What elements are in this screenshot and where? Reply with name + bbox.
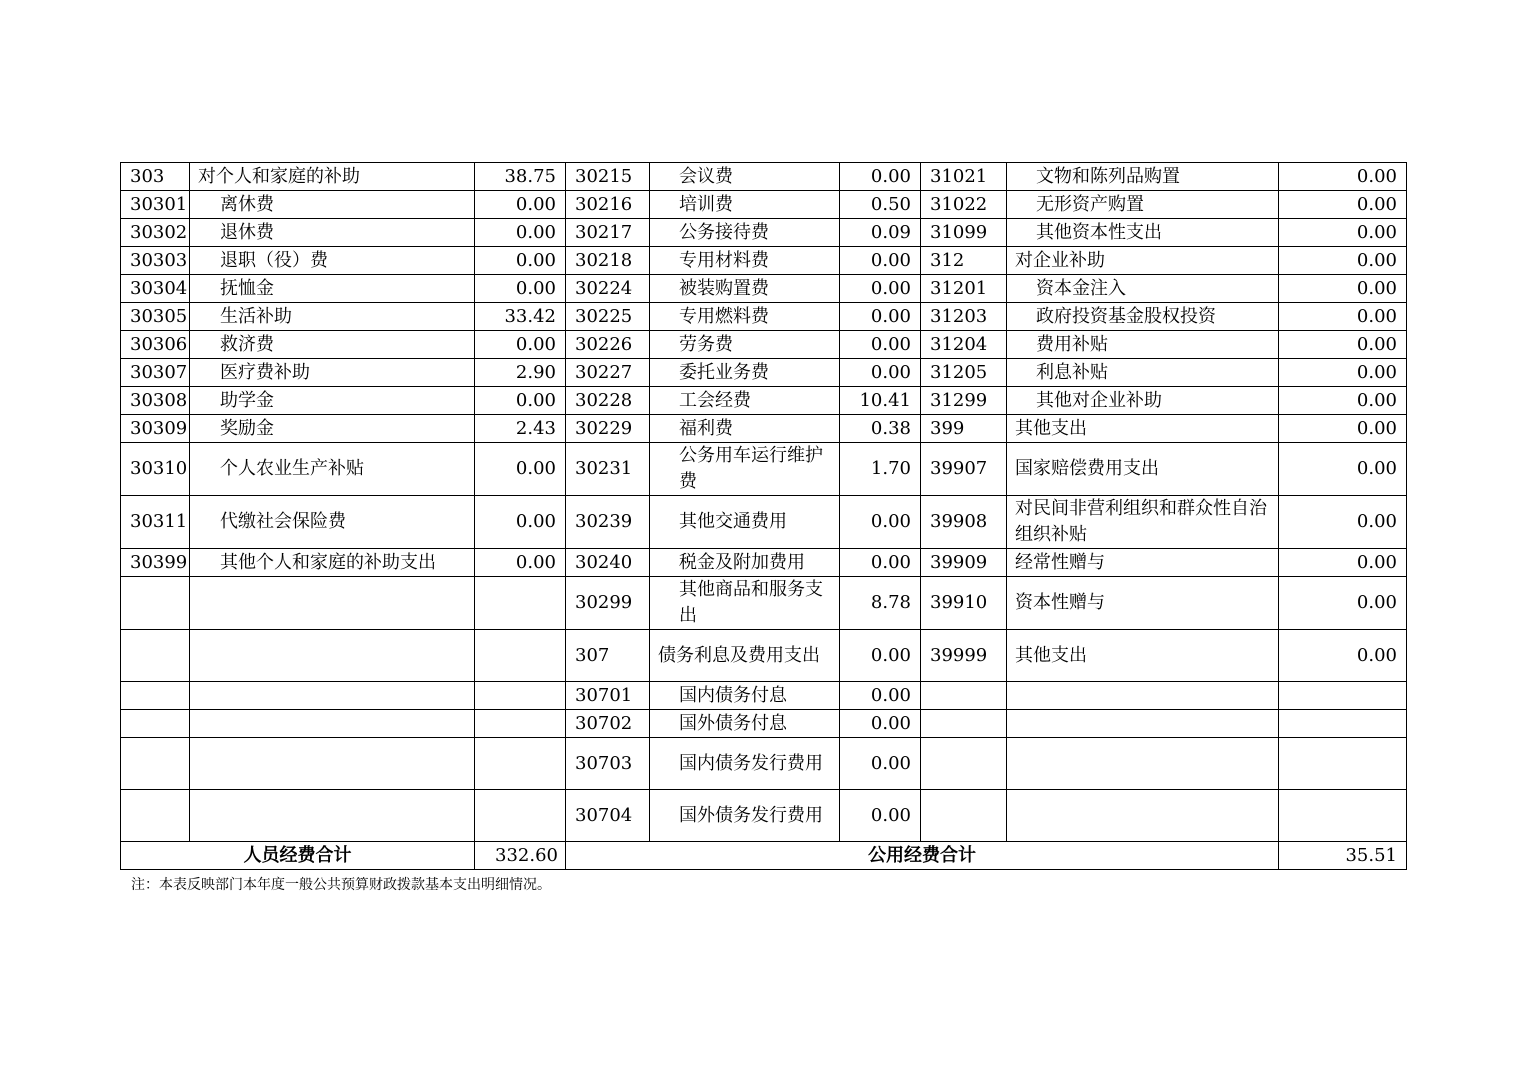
item-code bbox=[121, 738, 190, 790]
item-code: 30308 bbox=[121, 387, 190, 415]
item-amount: 0.00 bbox=[1279, 331, 1407, 359]
item-code: 39908 bbox=[921, 496, 1007, 549]
item-name: 工会经费 bbox=[650, 387, 840, 415]
item-code: 30224 bbox=[566, 275, 650, 303]
item-name: 利息补贴 bbox=[1007, 359, 1279, 387]
item-code: 307 bbox=[566, 630, 650, 682]
item-amount: 0.00 bbox=[840, 359, 921, 387]
item-amount bbox=[1279, 682, 1407, 710]
item-code: 30303 bbox=[121, 247, 190, 275]
item-code: 30302 bbox=[121, 219, 190, 247]
item-code: 30310 bbox=[121, 443, 190, 496]
item-code: 31204 bbox=[921, 331, 1007, 359]
item-name: 奖励金 bbox=[190, 415, 475, 443]
item-code: 31099 bbox=[921, 219, 1007, 247]
item-name: 福利费 bbox=[650, 415, 840, 443]
item-name: 个人农业生产补贴 bbox=[190, 443, 475, 496]
item-name bbox=[190, 682, 475, 710]
item-amount: 0.00 bbox=[475, 191, 566, 219]
item-name: 国内债务付息 bbox=[650, 682, 840, 710]
item-amount: 0.00 bbox=[475, 496, 566, 549]
item-amount: 0.38 bbox=[840, 415, 921, 443]
item-amount: 0.00 bbox=[840, 710, 921, 738]
item-name: 抚恤金 bbox=[190, 275, 475, 303]
public-total-value: 35.51 bbox=[1279, 842, 1407, 870]
public-total-label: 公用经费合计 bbox=[566, 842, 1279, 870]
item-amount: 1.70 bbox=[840, 443, 921, 496]
item-name: 助学金 bbox=[190, 387, 475, 415]
item-amount: 0.00 bbox=[1279, 387, 1407, 415]
item-name bbox=[190, 790, 475, 842]
item-code bbox=[921, 682, 1007, 710]
item-code: 30229 bbox=[566, 415, 650, 443]
table-row bbox=[121, 191, 1407, 219]
item-name: 国内债务发行费用 bbox=[650, 738, 840, 790]
item-amount: 0.00 bbox=[1279, 303, 1407, 331]
item-name bbox=[190, 630, 475, 682]
item-name: 其他个人和家庭的补助支出 bbox=[190, 549, 475, 577]
item-name: 债务利息及费用支出 bbox=[650, 630, 840, 682]
item-name: 政府投资基金股权投资 bbox=[1007, 303, 1279, 331]
table-row bbox=[121, 710, 1407, 738]
item-amount: 8.78 bbox=[840, 577, 921, 630]
item-name: 劳务费 bbox=[650, 331, 840, 359]
item-amount: 0.00 bbox=[1279, 549, 1407, 577]
item-amount: 0.00 bbox=[1279, 359, 1407, 387]
item-name bbox=[190, 710, 475, 738]
item-code bbox=[921, 710, 1007, 738]
item-amount: 0.00 bbox=[840, 303, 921, 331]
item-code: 30311 bbox=[121, 496, 190, 549]
item-amount: 0.00 bbox=[840, 682, 921, 710]
item-amount: 33.42 bbox=[475, 303, 566, 331]
item-amount bbox=[475, 577, 566, 630]
item-name bbox=[1007, 710, 1279, 738]
item-code: 30304 bbox=[121, 275, 190, 303]
item-name: 退职（役）费 bbox=[190, 247, 475, 275]
item-code: 31022 bbox=[921, 191, 1007, 219]
item-code bbox=[121, 630, 190, 682]
item-amount bbox=[1279, 710, 1407, 738]
item-code: 30240 bbox=[566, 549, 650, 577]
item-name: 其他支出 bbox=[1007, 630, 1279, 682]
item-code: 31201 bbox=[921, 275, 1007, 303]
table-body bbox=[121, 163, 1407, 842]
item-name: 医疗费补助 bbox=[190, 359, 475, 387]
item-code: 30215 bbox=[566, 163, 650, 191]
item-amount bbox=[475, 738, 566, 790]
item-name: 专用燃料费 bbox=[650, 303, 840, 331]
item-code: 30702 bbox=[566, 710, 650, 738]
item-name: 资本金注入 bbox=[1007, 275, 1279, 303]
table-row bbox=[121, 219, 1407, 247]
item-amount: 0.00 bbox=[475, 275, 566, 303]
item-name: 生活补助 bbox=[190, 303, 475, 331]
item-name: 对企业补助 bbox=[1007, 247, 1279, 275]
personnel-total-value: 332.60 bbox=[475, 842, 566, 870]
item-amount: 0.00 bbox=[1279, 191, 1407, 219]
item-code: 39910 bbox=[921, 577, 1007, 630]
item-code: 30217 bbox=[566, 219, 650, 247]
item-code: 30218 bbox=[566, 247, 650, 275]
item-code: 30703 bbox=[566, 738, 650, 790]
item-amount: 0.00 bbox=[1279, 247, 1407, 275]
item-code: 39909 bbox=[921, 549, 1007, 577]
item-amount: 0.00 bbox=[475, 443, 566, 496]
table-row bbox=[121, 790, 1407, 842]
item-code: 31203 bbox=[921, 303, 1007, 331]
expenditure-detail-table bbox=[120, 162, 1407, 870]
table-row bbox=[121, 415, 1407, 443]
item-amount: 0.09 bbox=[840, 219, 921, 247]
table-row bbox=[121, 359, 1407, 387]
item-name bbox=[1007, 682, 1279, 710]
item-amount: 2.43 bbox=[475, 415, 566, 443]
item-name: 其他对企业补助 bbox=[1007, 387, 1279, 415]
table-row bbox=[121, 682, 1407, 710]
item-amount: 0.00 bbox=[1279, 415, 1407, 443]
table-row bbox=[121, 577, 1407, 630]
item-name: 对民间非营利组织和群众性自治组织补贴 bbox=[1007, 496, 1279, 549]
item-amount: 0.00 bbox=[840, 549, 921, 577]
item-amount: 0.00 bbox=[475, 331, 566, 359]
item-amount: 0.00 bbox=[1279, 630, 1407, 682]
table-row bbox=[121, 738, 1407, 790]
item-code: 30309 bbox=[121, 415, 190, 443]
item-amount: 0.00 bbox=[475, 387, 566, 415]
item-code: 399 bbox=[921, 415, 1007, 443]
item-amount: 0.00 bbox=[840, 630, 921, 682]
item-amount: 0.00 bbox=[840, 738, 921, 790]
item-name: 国外债务发行费用 bbox=[650, 790, 840, 842]
item-name bbox=[190, 738, 475, 790]
item-name: 经常性赠与 bbox=[1007, 549, 1279, 577]
item-name: 离休费 bbox=[190, 191, 475, 219]
item-name: 国外债务付息 bbox=[650, 710, 840, 738]
item-name: 税金及附加费用 bbox=[650, 549, 840, 577]
item-amount: 0.00 bbox=[1279, 577, 1407, 630]
item-amount bbox=[1279, 738, 1407, 790]
table-row bbox=[121, 630, 1407, 682]
item-name: 会议费 bbox=[650, 163, 840, 191]
item-code: 30228 bbox=[566, 387, 650, 415]
item-amount: 0.00 bbox=[1279, 275, 1407, 303]
item-code bbox=[121, 682, 190, 710]
item-amount: 10.41 bbox=[840, 387, 921, 415]
item-amount: 0.00 bbox=[840, 790, 921, 842]
item-name: 救济费 bbox=[190, 331, 475, 359]
item-code: 39907 bbox=[921, 443, 1007, 496]
item-name: 其他交通费用 bbox=[650, 496, 840, 549]
item-name: 委托业务费 bbox=[650, 359, 840, 387]
table-row bbox=[121, 247, 1407, 275]
item-code: 30225 bbox=[566, 303, 650, 331]
item-code: 30305 bbox=[121, 303, 190, 331]
item-name: 其他支出 bbox=[1007, 415, 1279, 443]
item-code: 303 bbox=[121, 163, 190, 191]
item-name bbox=[1007, 790, 1279, 842]
item-code: 30399 bbox=[121, 549, 190, 577]
item-amount: 0.00 bbox=[475, 549, 566, 577]
item-name: 资本性赠与 bbox=[1007, 577, 1279, 630]
item-code bbox=[921, 790, 1007, 842]
item-amount: 0.00 bbox=[475, 219, 566, 247]
item-name: 国家赔偿费用支出 bbox=[1007, 443, 1279, 496]
item-code bbox=[121, 710, 190, 738]
item-code: 30226 bbox=[566, 331, 650, 359]
item-amount bbox=[475, 790, 566, 842]
item-code bbox=[121, 577, 190, 630]
item-name bbox=[1007, 738, 1279, 790]
item-name: 其他资本性支出 bbox=[1007, 219, 1279, 247]
item-amount: 0.00 bbox=[840, 163, 921, 191]
item-code: 30299 bbox=[566, 577, 650, 630]
item-code: 30227 bbox=[566, 359, 650, 387]
item-amount: 0.00 bbox=[1279, 219, 1407, 247]
item-amount: 0.00 bbox=[1279, 496, 1407, 549]
item-amount: 2.90 bbox=[475, 359, 566, 387]
item-code: 30704 bbox=[566, 790, 650, 842]
item-name: 公务用车运行维护费 bbox=[650, 443, 840, 496]
item-code: 30307 bbox=[121, 359, 190, 387]
item-amount: 38.75 bbox=[475, 163, 566, 191]
item-code: 39999 bbox=[921, 630, 1007, 682]
item-amount: 0.00 bbox=[840, 247, 921, 275]
item-code: 30239 bbox=[566, 496, 650, 549]
item-amount: 0.50 bbox=[840, 191, 921, 219]
item-code bbox=[921, 738, 1007, 790]
item-name: 代缴社会保险费 bbox=[190, 496, 475, 549]
item-amount bbox=[1279, 790, 1407, 842]
item-name: 公务接待费 bbox=[650, 219, 840, 247]
item-name: 费用补贴 bbox=[1007, 331, 1279, 359]
item-amount: 0.00 bbox=[1279, 443, 1407, 496]
footnote: 注：本表反映部门本年度一般公共预算财政拨款基本支出明细情况。 bbox=[131, 877, 551, 893]
personnel-total-label: 人员经费合计 bbox=[121, 842, 475, 870]
item-code: 30301 bbox=[121, 191, 190, 219]
item-code: 31299 bbox=[921, 387, 1007, 415]
table-row bbox=[121, 496, 1407, 549]
item-amount: 0.00 bbox=[840, 275, 921, 303]
item-name: 培训费 bbox=[650, 191, 840, 219]
table-row bbox=[121, 331, 1407, 359]
item-name: 专用材料费 bbox=[650, 247, 840, 275]
table-row bbox=[121, 163, 1407, 191]
table-row bbox=[121, 275, 1407, 303]
item-name bbox=[190, 577, 475, 630]
item-name: 文物和陈列品购置 bbox=[1007, 163, 1279, 191]
totals-row bbox=[121, 842, 1407, 870]
table-row bbox=[121, 387, 1407, 415]
item-amount bbox=[475, 682, 566, 710]
item-code: 30306 bbox=[121, 331, 190, 359]
table-row bbox=[121, 443, 1407, 496]
item-amount: 0.00 bbox=[840, 496, 921, 549]
table-row bbox=[121, 549, 1407, 577]
item-name: 对个人和家庭的补助 bbox=[190, 163, 475, 191]
item-code: 312 bbox=[921, 247, 1007, 275]
item-name: 其他商品和服务支出 bbox=[650, 577, 840, 630]
item-name: 无形资产购置 bbox=[1007, 191, 1279, 219]
item-name: 被装购置费 bbox=[650, 275, 840, 303]
item-code bbox=[121, 790, 190, 842]
item-amount: 0.00 bbox=[840, 331, 921, 359]
item-code: 31021 bbox=[921, 163, 1007, 191]
table-row bbox=[121, 303, 1407, 331]
item-amount bbox=[475, 710, 566, 738]
item-code: 31205 bbox=[921, 359, 1007, 387]
item-code: 30216 bbox=[566, 191, 650, 219]
item-amount: 0.00 bbox=[1279, 163, 1407, 191]
item-name: 退休费 bbox=[190, 219, 475, 247]
item-amount: 0.00 bbox=[475, 247, 566, 275]
item-code: 30231 bbox=[566, 443, 650, 496]
item-amount bbox=[475, 630, 566, 682]
item-code: 30701 bbox=[566, 682, 650, 710]
